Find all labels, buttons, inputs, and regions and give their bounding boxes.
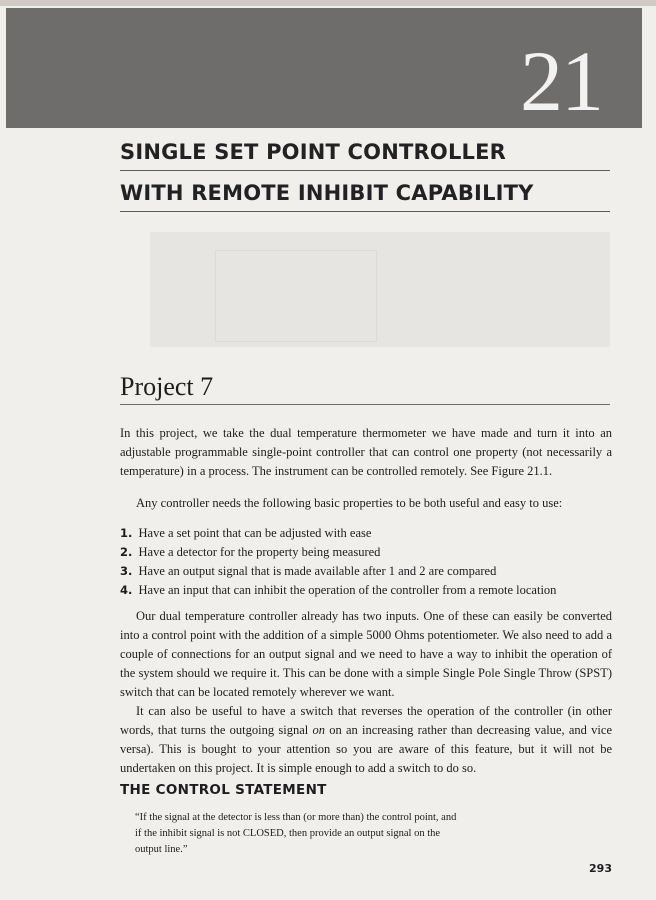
list-item xyxy=(120,524,612,543)
list-item xyxy=(120,581,612,600)
reverse-switch-paragraph xyxy=(120,702,612,778)
list-item-number: 1. xyxy=(120,526,133,540)
page-number: 293 xyxy=(589,862,612,875)
list-item-text: Have an output signal that is made available after 1 and 2 are compared xyxy=(138,564,497,578)
control-statement-quote: “If the signal at the detector is less than (or more than) the control point, and if the inhibit signal is not CLOSED, then provide an output signal on the output line.” xyxy=(135,812,457,855)
page-top-edge xyxy=(0,0,656,6)
show-through-figure-detail xyxy=(215,250,377,342)
section-heading: Project 7 xyxy=(120,372,610,405)
intro-paragraph: In this project, we take the dual temperature thermometer we have made and turn it into an adjustable programmable single-point controller that can control one property (not necessarily a temperature) in a process. The instrument can be controlled remotely. See Figure 21.1. xyxy=(120,426,612,478)
reverse-text-before: It can also be useful to have a switch that reverses the operation of the controller (in other words, that turns the outgoing signal xyxy=(120,704,612,737)
reverse-text-after: on an increasing rather than decreasing value, and vice versa). This is bought to your attention so you are aware of this feature, but it will not be undertaken on this project. It is simple enough to add a switch to do so. xyxy=(120,723,612,775)
conversion-paragraph: Our dual temperature controller already has two inputs. One of these can easily be converted into a control point with the addition of a simple 5000 Ohms potentiometer. We also need to add a couple of connections for an output signal and we need to have a way to inhibit the operation of the system should we require it. This can be done with a simple Single Pole Single Throw (SPST) switch that can be located remotely wherever we want. xyxy=(120,609,612,699)
list-item xyxy=(120,543,612,562)
requirements-list xyxy=(120,524,612,600)
list-item-text: Have a detector for the property being measured xyxy=(138,545,381,559)
chapter-header-band xyxy=(6,8,642,128)
control-statement-heading: THE CONTROL STATEMENT xyxy=(120,782,327,798)
chapter-number: 21 xyxy=(520,33,602,129)
list-item-text: Have an input that can inhibit the operation of the controller from a remote location xyxy=(138,583,557,597)
list-item-number: 2. xyxy=(120,545,133,559)
chapter-title-line-2: WITH REMOTE INHIBIT CAPABILITY xyxy=(120,179,610,212)
chapter-title xyxy=(120,138,610,220)
requirements-lead-paragraph: Any controller needs the following basic properties to be both useful and easy to use: xyxy=(136,496,563,510)
list-item-text: Have a set point that can be adjusted with ease xyxy=(138,526,372,540)
list-item-number: 3. xyxy=(120,564,133,578)
list-item-number: 4. xyxy=(120,583,133,597)
list-item xyxy=(120,562,612,581)
reverse-text-emphasis: on xyxy=(312,723,325,737)
chapter-title-line-1: SINGLE SET POINT CONTROLLER xyxy=(120,138,610,171)
